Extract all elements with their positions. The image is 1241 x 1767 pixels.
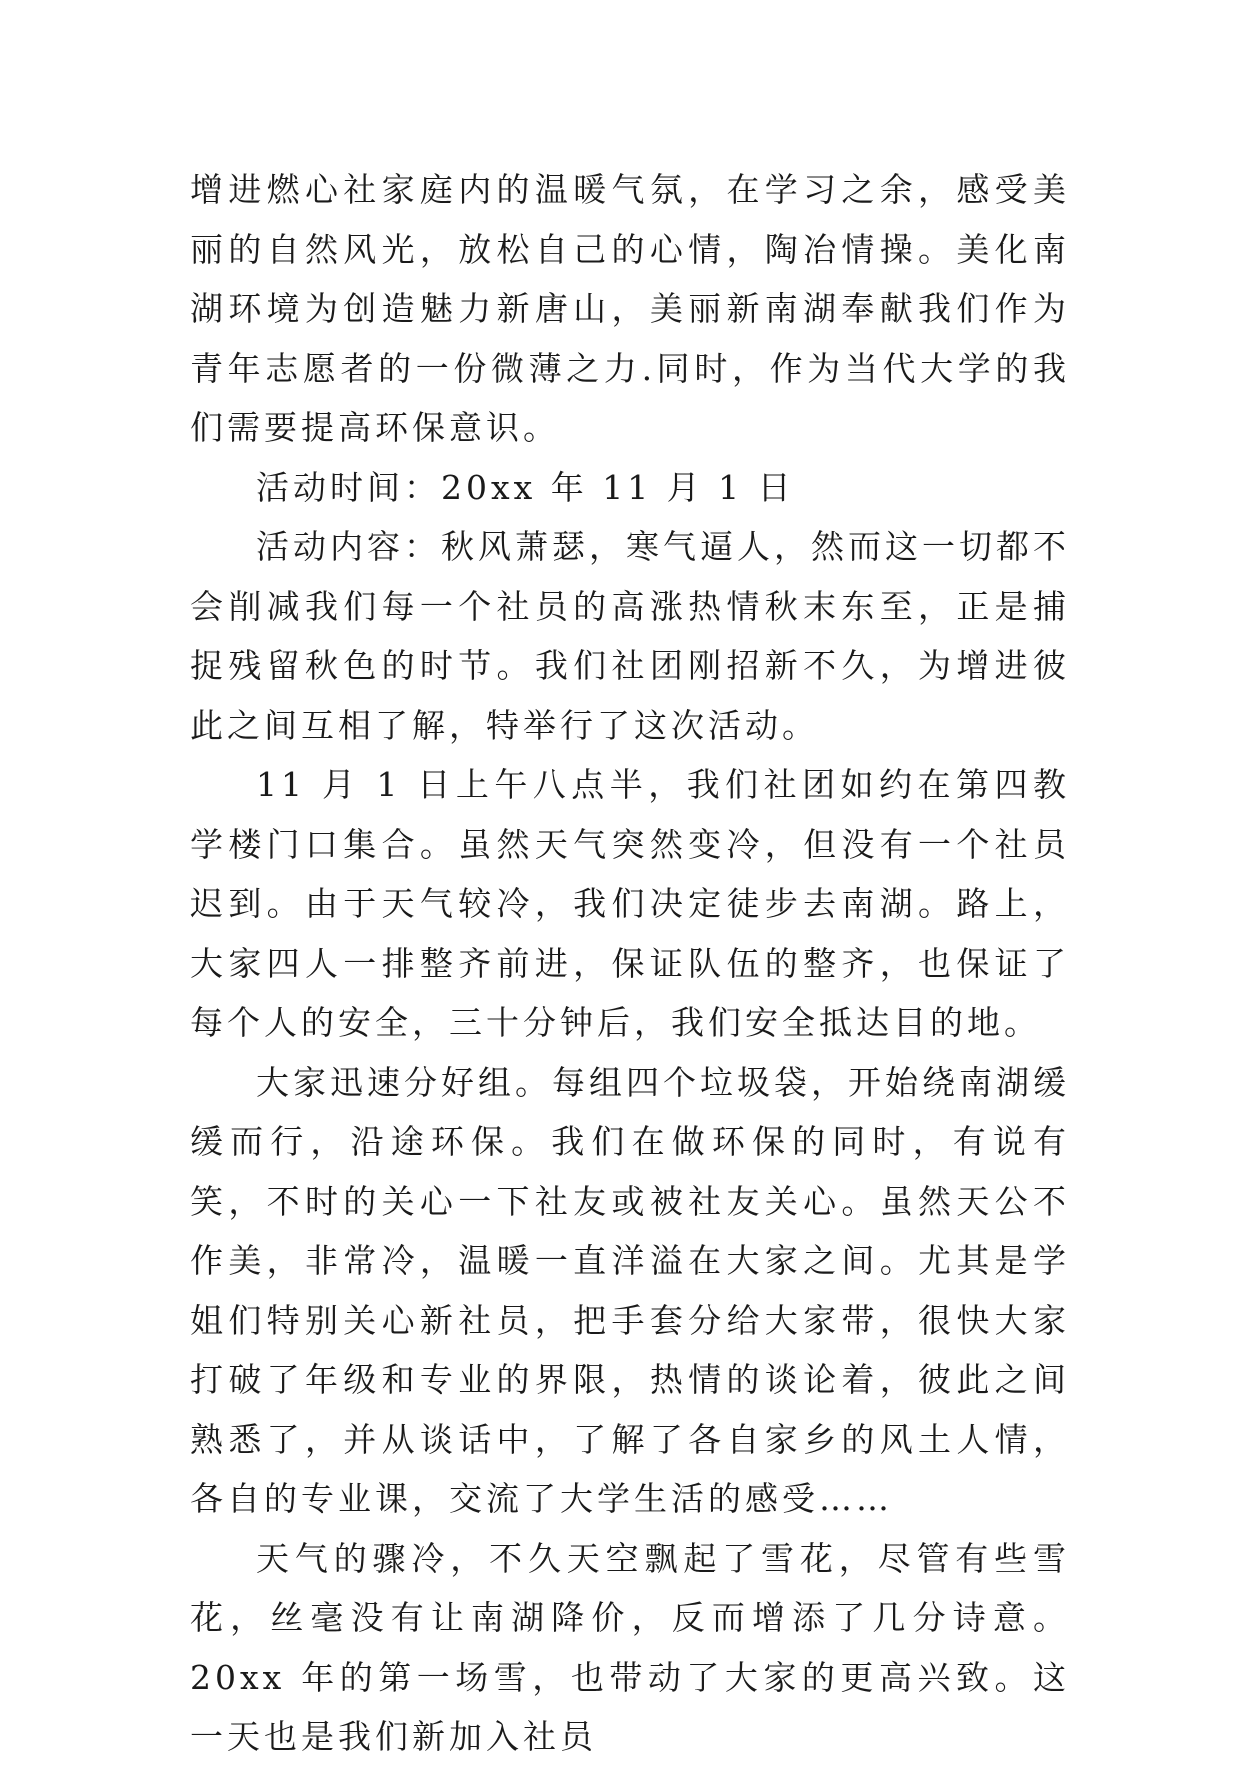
paragraph-snow: 天气的骤冷，不久天空飘起了雪花，尽管有些雪花，丝毫没有让南湖降价，反而增添了几分诗意。20xx 年的第一场雪，也带动了大家的更高兴致。这一天也是我们新加入社员 [190,1538,1070,1756]
paragraph-activity-time: 活动时间：20xx 年 11 月 1 日 [256,467,795,507]
paragraph-cleanup: 大家迅速分好组。每组四个垃圾袋，开始绕南湖缓缓而行，沿途环保。我们在做环保的同时，有说有笑，不时的关心一下社友或被社友关心。虽然天公不作美，非常冷，温暖一直洋溢在大家之间。尤其是学姐们特别关心新社员，把手套分给大家带，很快大家打破了年级和专业的界限，热情的谈论着，彼此之间熟悉了，并从谈话中，了解了各自家乡的风土人情，各自的专业课，交流了大学生活的感受…… [190,1062,1070,1518]
document-body [190,160,1070,1767]
paragraph-activity-content: 活动内容：秋风萧瑟，寒气逼人，然而这一切都不会削减我们每一个社员的高涨热情秋末东至，正是捕捉残留秋色的时节。我们社团刚招新不久，为增进彼此之间互相了解，特举行了这次活动。 [190,527,1070,745]
paragraph-gathering: 11 月 1 日上午八点半，我们社团如约在第四教学楼门口集合。虽然天气突然变冷，但没有一个社员迟到。由于天气较冷，我们决定徒步去南湖。路上，大家四人一排整齐前进，保证队伍的整齐，也保证了每个人的安全，三十分钟后，我们安全抵达目的地。 [190,765,1070,1042]
paragraph-intro: 增进燃心社家庭内的温暖气氛，在学习之余，感受美丽的自然风光，放松自己的心情，陶冶情操。美化南湖环境为创造魅力新唐山，美丽新南湖奉献我们作为青年志愿者的一份微薄之力.同时，作为当代大学的我们需要提高环保意识。 [190,170,1070,447]
